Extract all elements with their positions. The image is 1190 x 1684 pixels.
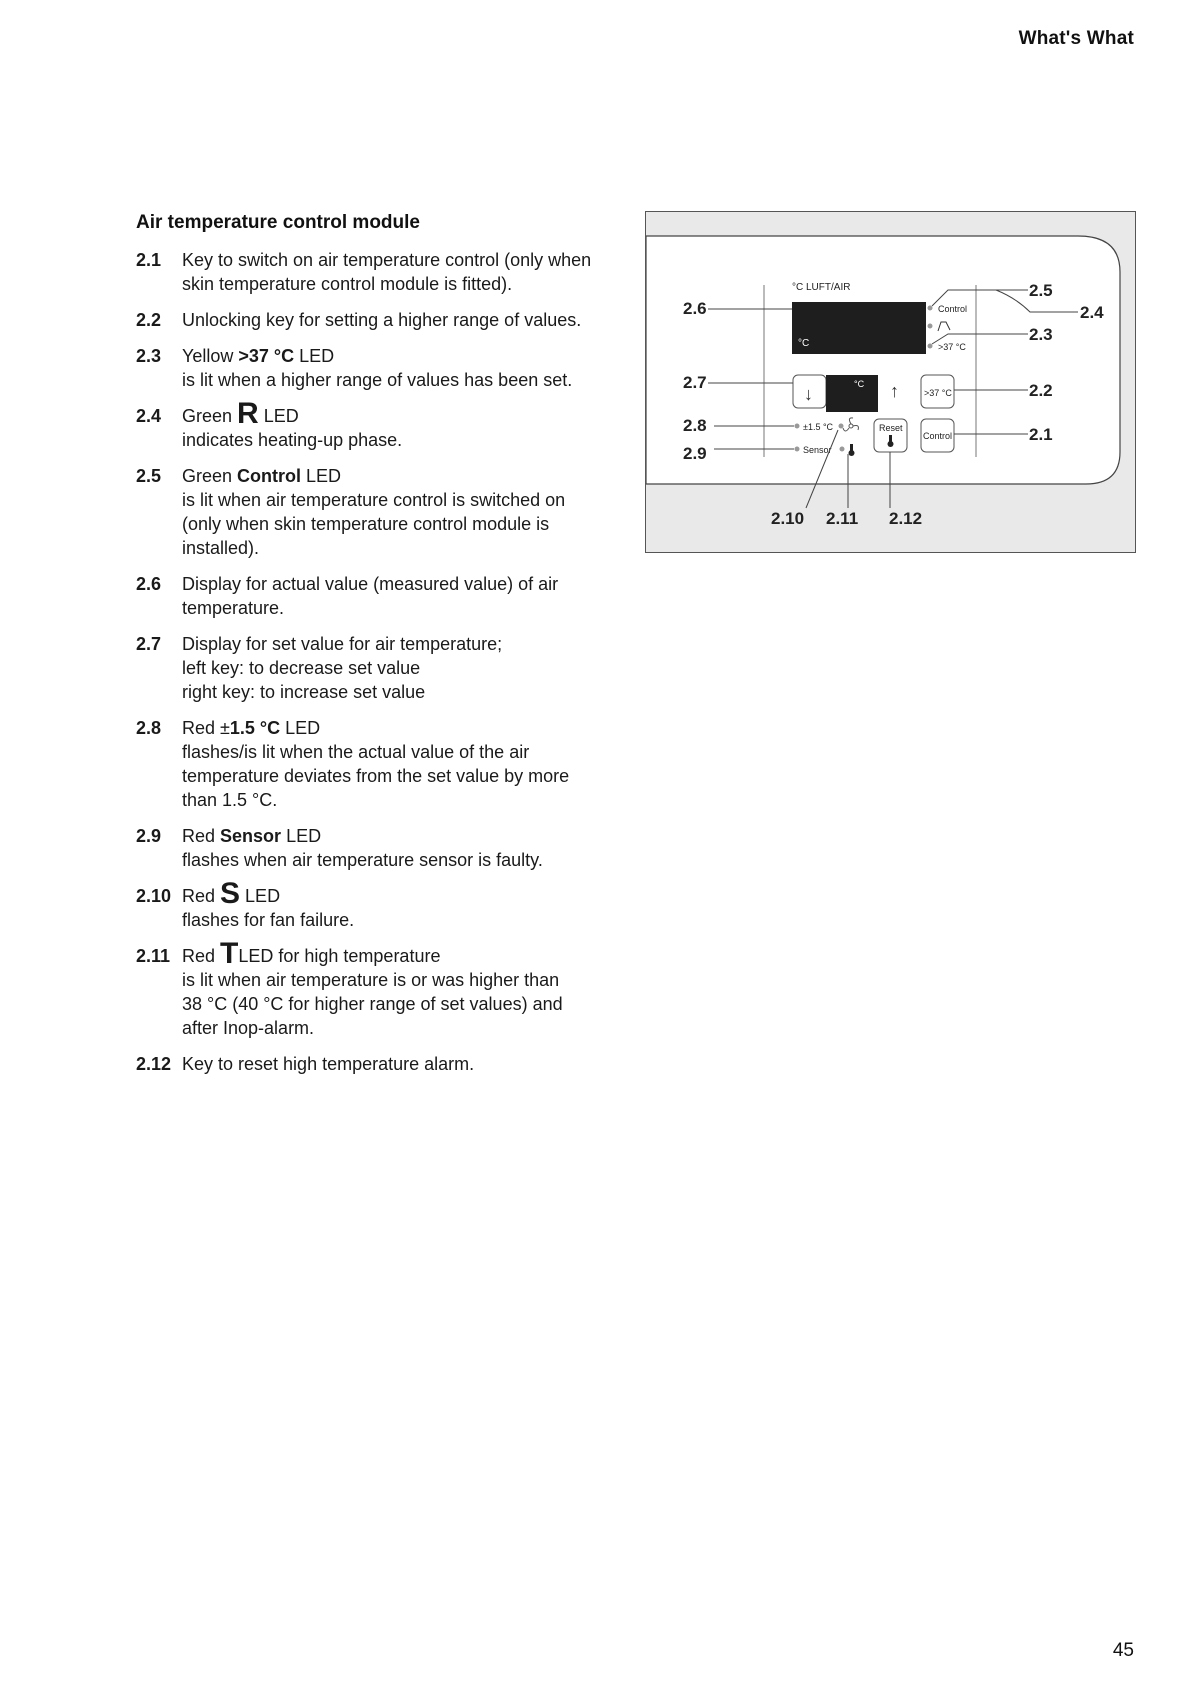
callout-2-7: 2.7 — [683, 373, 707, 392]
list-item — [136, 632, 626, 704]
callout-2-4: 2.4 — [1080, 303, 1104, 322]
list-item — [136, 1052, 626, 1076]
list-item — [136, 464, 626, 560]
led-15-label: ±1.5 °C — [803, 422, 834, 432]
item-description — [182, 344, 626, 392]
control-panel-figure — [645, 211, 1136, 553]
item-heading-bold: 1.5 °C — [229, 718, 281, 738]
arrow-up-icon: ↑ — [890, 381, 899, 401]
callout-2-11: 2.11 — [826, 509, 859, 528]
list-item — [136, 397, 626, 452]
item-heading-bold: Control — [237, 466, 302, 486]
item-number: 2.3 — [136, 346, 162, 366]
item-heading-suffix: LED — [240, 886, 281, 906]
led-symbol-icon: R — [237, 397, 259, 430]
item-heading-prefix: Red — [182, 946, 221, 966]
item-heading-prefix: Green — [182, 466, 238, 486]
item-heading-suffix: LED — [280, 718, 321, 738]
item-description — [182, 464, 626, 560]
item-line: is lit when a higher range of values has been set. — [182, 370, 573, 390]
list-item — [136, 716, 626, 812]
list-item — [136, 824, 626, 872]
item-description — [182, 632, 626, 704]
actual-display-unit: °C — [798, 338, 810, 349]
item-line: flashes/is lit when the actual value of the air — [182, 742, 530, 762]
item-number: 2.5 — [136, 466, 162, 486]
item-number: 2.6 — [136, 574, 162, 594]
item-heading — [182, 344, 626, 368]
callout-2-8: 2.8 — [683, 416, 707, 435]
led-15 — [795, 424, 800, 429]
item-list — [136, 248, 626, 1076]
led-symbol-icon: S — [220, 877, 241, 910]
item-line: flashes for fan failure. — [182, 910, 355, 930]
list-item — [136, 308, 626, 332]
item-line: Display for actual value (measured value) of air — [182, 574, 559, 594]
reset-key-label: Reset — [879, 423, 903, 433]
item-line: flashes when air temperature sensor is faulty. — [182, 850, 543, 870]
led-control — [928, 306, 933, 311]
actual-value-display — [792, 302, 926, 354]
item-number: 2.2 — [136, 310, 162, 330]
item-number: 2.10 — [136, 886, 172, 906]
item-number: 2.7 — [136, 634, 162, 654]
callout-2-3: 2.3 — [1029, 325, 1053, 344]
item-line: Display for set value for air temperature; — [182, 634, 503, 654]
item-line: indicates heating-up phase. — [182, 430, 403, 450]
item-heading-suffix: LED — [258, 406, 299, 426]
callout-2-9: 2.9 — [683, 444, 707, 463]
key-37-label: >37 °C — [924, 388, 952, 398]
item-line: is lit when air temperature control is switched on — [182, 490, 566, 510]
item-number: 2.11 — [136, 946, 171, 966]
control-panel-diagram — [646, 212, 1137, 554]
item-heading-prefix: Green — [182, 406, 238, 426]
item-heading-prefix: Red — [182, 886, 221, 906]
callout-2-12: 2.12 — [889, 509, 923, 528]
led-sensor-label: Sensor — [803, 445, 832, 455]
item-heading-prefix: Yellow — [182, 346, 239, 366]
led-symbol-icon: T — [220, 937, 239, 970]
item-description — [182, 716, 626, 812]
item-number: 2.4 — [136, 406, 162, 426]
item-heading-suffix: LED — [281, 826, 322, 846]
item-line: than 1.5 °C. — [182, 790, 278, 810]
control-key-label: Control — [923, 431, 953, 441]
item-line: left key: to decrease set value — [182, 658, 421, 678]
item-heading — [182, 716, 626, 740]
item-number: 2.12 — [136, 1054, 172, 1074]
item-description — [182, 248, 626, 296]
item-heading-prefix: Red ± — [182, 718, 230, 738]
panel-label: °C LUFT/AIR — [792, 282, 851, 293]
item-line: Unlocking key for setting a higher range of values. — [182, 310, 582, 330]
set-display-unit: °C — [854, 379, 865, 389]
item-line: after Inop-alarm. — [182, 1018, 315, 1038]
item-line: 38 °C (40 °C for higher range of set values) and — [182, 994, 563, 1014]
item-heading — [182, 877, 626, 910]
header-title: What's What — [1018, 28, 1134, 49]
item-line: installed). — [182, 538, 260, 558]
item-number: 2.9 — [136, 826, 162, 846]
page-number: 45 — [1112, 1640, 1134, 1661]
item-heading — [182, 824, 626, 848]
list-item — [136, 344, 626, 392]
led-sensor — [795, 447, 800, 452]
item-number: 2.1 — [136, 250, 162, 270]
callout-2-2: 2.2 — [1029, 381, 1053, 400]
led-37-label: >37 °C — [938, 342, 966, 352]
list-item — [136, 937, 626, 1040]
list-item — [136, 572, 626, 620]
item-description — [182, 397, 626, 452]
item-line: right key: to increase set value — [182, 682, 426, 702]
item-heading-suffix: LED for high temperature — [238, 946, 441, 966]
led-37 — [928, 344, 933, 349]
item-heading-suffix: LED — [301, 466, 342, 486]
list-item — [136, 248, 626, 296]
led-high-temp — [840, 447, 845, 452]
item-line: Key to switch on air temperature control (only when — [182, 250, 592, 270]
item-description — [182, 877, 626, 932]
item-description — [182, 824, 626, 872]
item-heading-suffix: LED — [294, 346, 335, 366]
item-description — [182, 572, 626, 620]
item-description — [182, 937, 626, 1040]
item-line: is lit when air temperature is or was higher than — [182, 970, 560, 990]
callout-2-6: 2.6 — [683, 299, 707, 318]
item-line: temperature. — [182, 598, 285, 618]
item-line: skin temperature control module is fitted). — [182, 274, 513, 294]
list-item — [136, 877, 626, 932]
item-heading-bold: >37 °C — [238, 346, 295, 366]
callout-2-10: 2.10 — [771, 509, 805, 528]
section-title: Air temperature control module — [136, 212, 420, 233]
item-heading-bold: Sensor — [220, 826, 282, 846]
item-description — [182, 308, 626, 332]
main-content — [136, 212, 626, 1088]
item-heading — [182, 937, 626, 970]
item-number: 2.8 — [136, 718, 162, 738]
arrow-down-icon: ↓ — [804, 384, 813, 404]
callout-2-1: 2.1 — [1029, 425, 1053, 444]
item-line: temperature deviates from the set value by more — [182, 766, 570, 786]
led-heating — [928, 324, 933, 329]
callout-2-5: 2.5 — [1029, 281, 1053, 300]
item-line: (only when skin temperature control module is — [182, 514, 550, 534]
led-fan — [839, 424, 844, 429]
led-control-label: Control — [938, 304, 968, 314]
item-heading — [182, 397, 626, 430]
item-description — [182, 1052, 626, 1076]
item-heading — [182, 464, 626, 488]
set-value-display — [826, 375, 878, 412]
item-heading-prefix: Red — [182, 826, 221, 846]
item-line: Key to reset high temperature alarm. — [182, 1054, 475, 1074]
